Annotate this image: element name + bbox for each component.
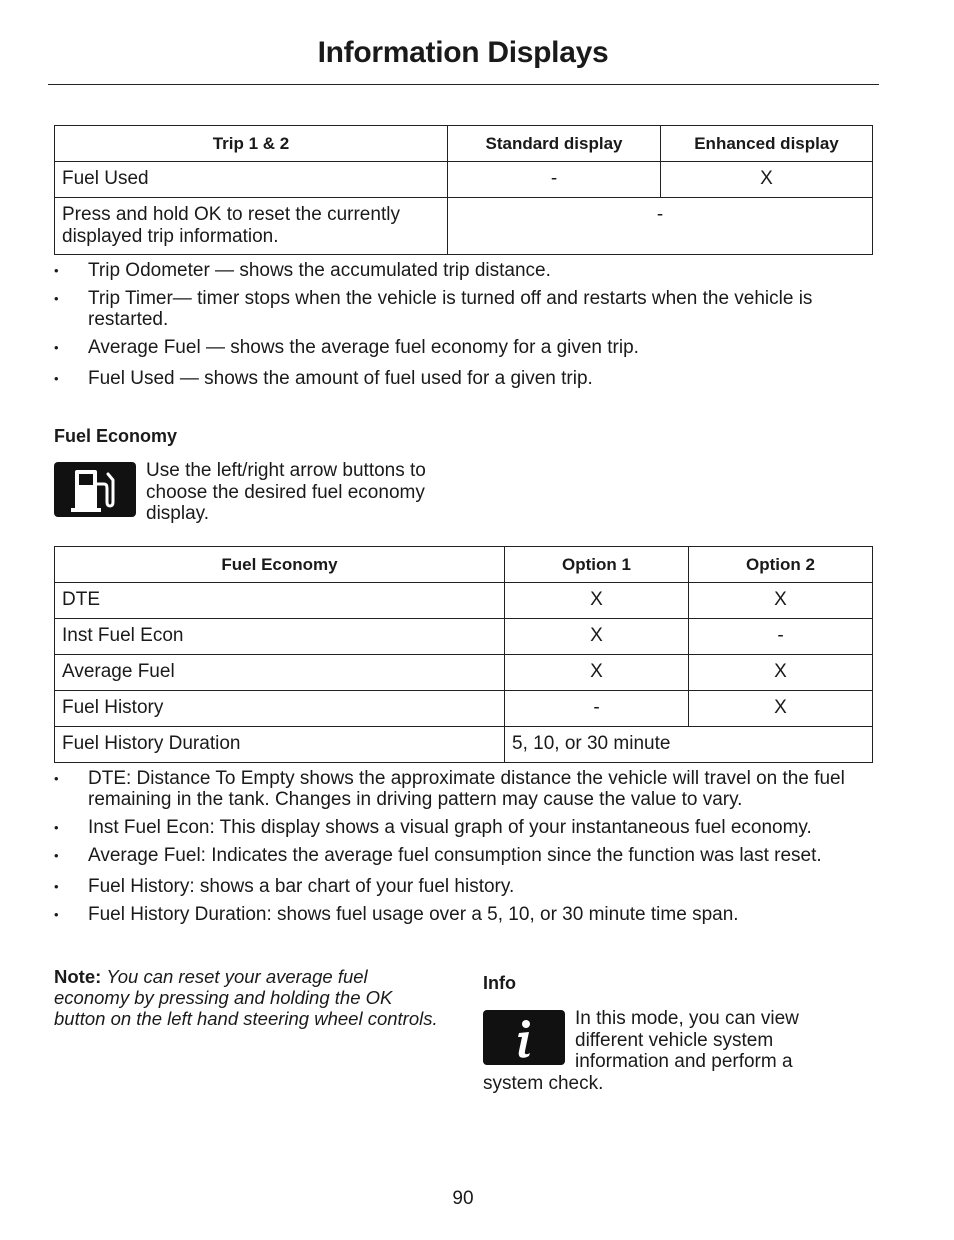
info-icon	[483, 1010, 565, 1065]
table-row	[55, 691, 873, 727]
table-cell: -	[505, 691, 689, 727]
table-cell: X	[689, 583, 873, 619]
page-title: Information Displays	[317, 36, 609, 69]
table-cell-label: DTE	[55, 583, 505, 619]
table-header: Trip 1 & 2	[55, 126, 448, 162]
table-cell: -	[448, 162, 661, 198]
table-header: Enhanced display	[661, 126, 873, 162]
list-item: • Average Fuel — shows the average fuel economy for a given trip.	[54, 337, 878, 358]
table-row	[55, 655, 873, 691]
table-row	[55, 198, 873, 255]
table-cell-label: Fuel History	[55, 691, 505, 727]
table-cell-label: Inst Fuel Econ	[55, 619, 505, 655]
note-block	[54, 966, 444, 1029]
fuel-bullet-list	[54, 768, 878, 925]
table-cell: -	[689, 619, 873, 655]
note-text: You can reset your average fuel economy by pressing and holding the OK button on the left hand steering wheel controls.	[54, 966, 438, 1029]
table-header: Standard display	[448, 126, 661, 162]
table-cell-label: Fuel History Duration	[55, 727, 505, 763]
table-header: Fuel Economy	[55, 547, 505, 583]
table-header: Option 1	[505, 547, 689, 583]
list-item: • Fuel History Duration: shows fuel usage over a 5, 10, or 30 minute time span.	[54, 904, 878, 925]
table-cell-merged: 5, 10, or 30 minute	[505, 727, 873, 763]
table-cell-label: Press and hold OK to reset the currently displayed trip information.	[55, 198, 448, 255]
info-text: In this mode, you can view different vehicle system information and perform a system check.	[483, 1008, 799, 1094]
table-row	[55, 583, 873, 619]
table-cell: X	[661, 162, 873, 198]
table-cell: X	[689, 691, 873, 727]
table-cell: X	[505, 619, 689, 655]
note-label: Note:	[54, 966, 102, 987]
trip-bullet-list	[54, 260, 878, 389]
info-block	[483, 1008, 843, 1094]
list-item: • Fuel Used — shows the amount of fuel used for a given trip.	[54, 368, 878, 389]
list-item: • Inst Fuel Econ: This display shows a visual graph of your instantaneous fuel economy.	[54, 817, 878, 838]
table-cell: X	[505, 655, 689, 691]
list-item: • Fuel History: shows a bar chart of your fuel history.	[54, 876, 878, 897]
table-cell-label: Average Fuel	[55, 655, 505, 691]
fuel-pump-icon	[54, 462, 136, 517]
table-cell-label: Fuel Used	[55, 162, 448, 198]
table-cell-merged: -	[448, 198, 873, 255]
table-cell: X	[505, 583, 689, 619]
info-heading: Info	[483, 973, 516, 993]
table-row	[55, 162, 873, 198]
trip-display-table	[54, 125, 873, 255]
list-item: • Trip Timer— timer stops when the vehicle is turned off and restarts when the vehicle is restarted.	[54, 288, 878, 330]
table-row	[55, 727, 873, 763]
table-header: Option 2	[689, 547, 873, 583]
title-divider	[48, 84, 879, 85]
list-item: • DTE: Distance To Empty shows the approximate distance the vehicle will travel on the fuel remaining in the tank. Changes in driving pattern may cause the value to vary.	[54, 768, 878, 810]
page-number: 90	[452, 1188, 474, 1209]
table-cell: X	[689, 655, 873, 691]
list-item: • Average Fuel: Indicates the average fuel consumption since the function was last reset.	[54, 845, 878, 866]
table-row	[55, 619, 873, 655]
list-item: • Trip Odometer — shows the accumulated trip distance.	[54, 260, 878, 281]
fuel-economy-table	[54, 546, 873, 763]
fuel-economy-description: Use the left/right arrow buttons to choose the desired fuel economy display.	[146, 460, 426, 524]
fuel-economy-heading: Fuel Economy	[54, 426, 178, 446]
